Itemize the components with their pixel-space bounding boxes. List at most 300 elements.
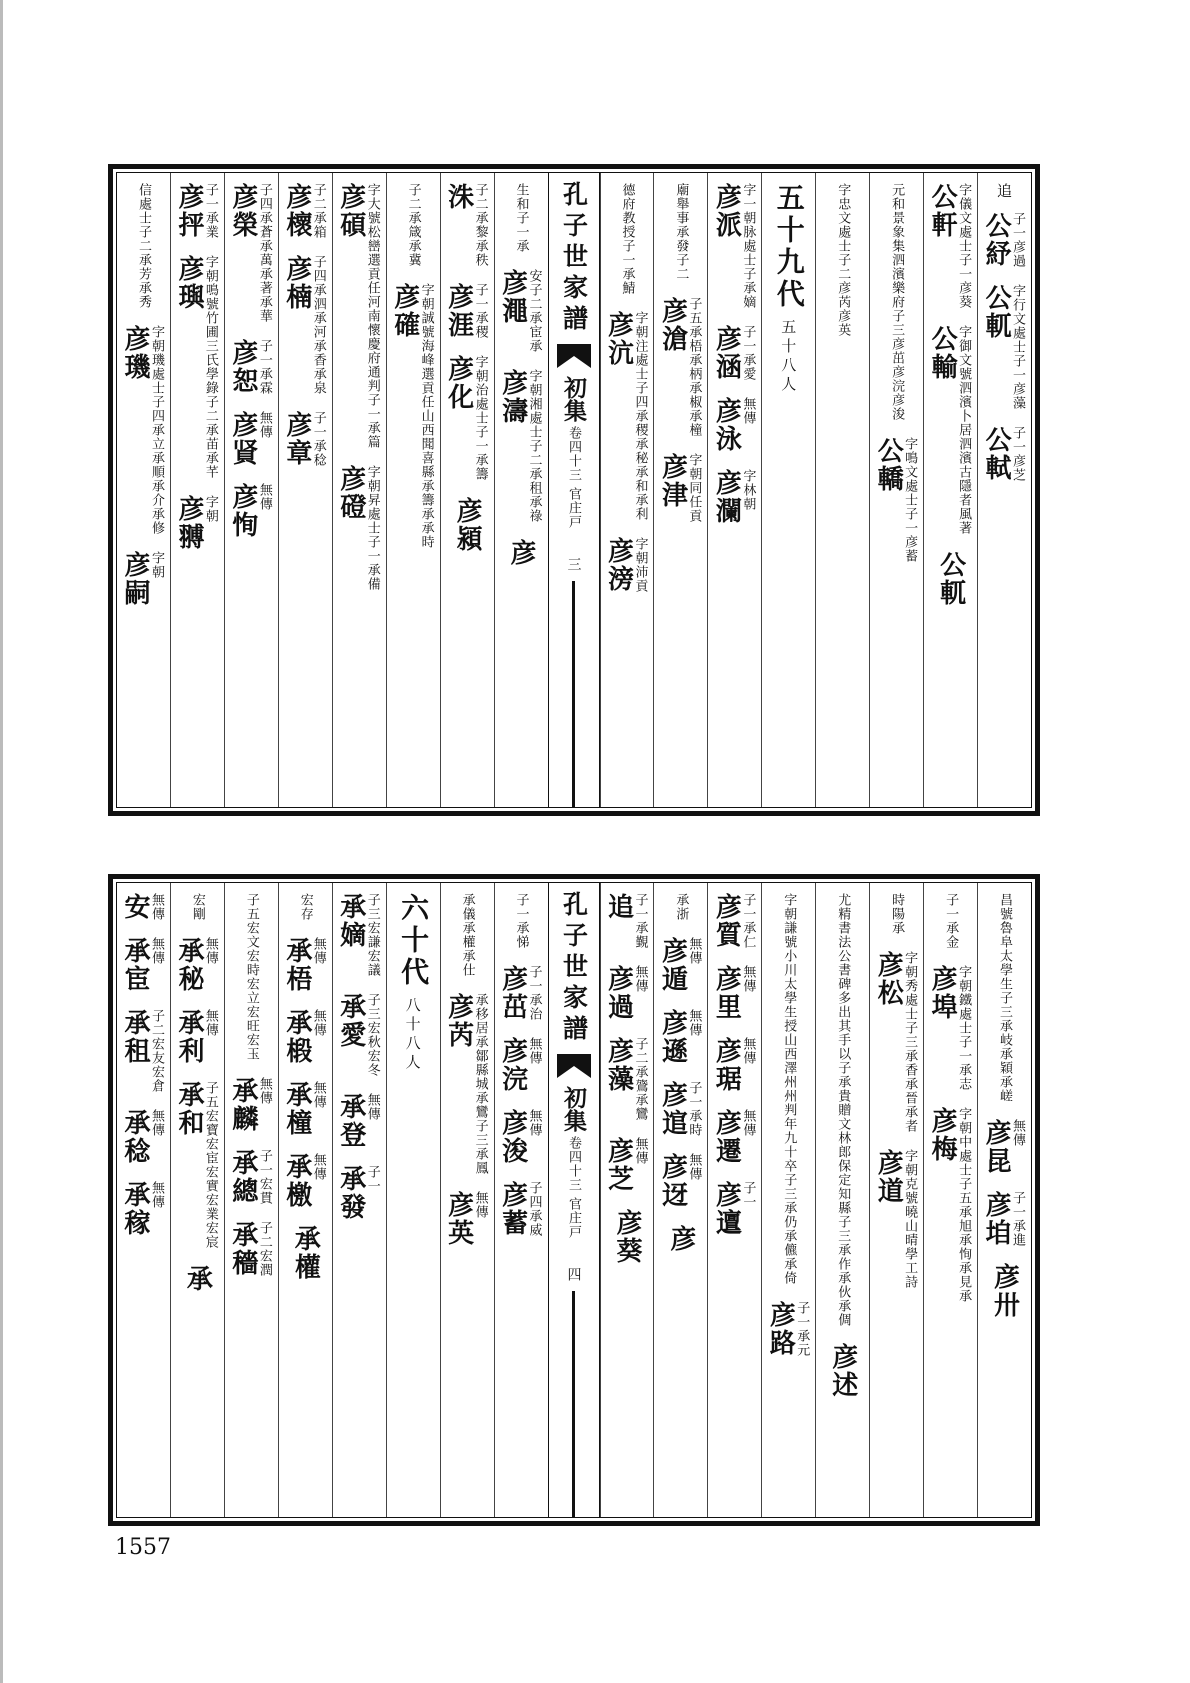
genealogy-entry (281, 937, 327, 993)
person-name: 彦邅 (711, 1181, 742, 1237)
genealogy-entry (122, 1109, 165, 1165)
generation-count: 五十八人 (779, 319, 798, 395)
genealogy-entry (659, 1009, 702, 1065)
person-note: 無傳 (632, 965, 648, 993)
person-name: 彦澠 (497, 269, 528, 325)
person-note: 宏剛 (189, 893, 205, 921)
genealogy-entry (281, 411, 327, 467)
fishtail-ornament-icon (555, 342, 593, 370)
genealogy-entry (603, 965, 649, 1021)
person-name: 承梧 (281, 937, 312, 993)
person-name: 洙 (443, 183, 474, 211)
person-note: 字一朝脉處士子承嫡 (740, 183, 756, 309)
genealogy-entry (603, 311, 649, 521)
person-note: 子一承元 (794, 1301, 810, 1357)
person-note: 子一承金 (943, 893, 959, 949)
register-column (224, 173, 278, 807)
genealogy-entry (173, 1081, 219, 1249)
person-note: 子二宏友宏倉 (148, 1009, 164, 1093)
genealogy-entry (443, 183, 489, 267)
person-name: 彦碩 (335, 183, 366, 239)
person-note: 字朝湘處士子二承租承祿 (526, 369, 542, 523)
genealogy-entry (297, 893, 314, 921)
person-name: 承 (182, 1265, 213, 1293)
person-name: 彦埠 (927, 965, 958, 1021)
person-note: 子一彦芝 (1010, 426, 1025, 482)
person-name: 彦里 (711, 965, 742, 1021)
person-note: 字朝鐵處士子一承志 (956, 965, 972, 1091)
person-note: 子一承覲 (632, 893, 648, 949)
person-name: 彦䝨 (227, 411, 258, 467)
register-column (600, 883, 654, 1517)
person-name: 承檄 (281, 1153, 312, 1209)
person-name: 彦櫰 (281, 183, 312, 239)
register-column (815, 883, 869, 1517)
spine-rule (572, 581, 575, 807)
register-column (117, 173, 170, 807)
genealogy-entry (659, 453, 702, 523)
person-note: 子二承黎承秩 (472, 183, 488, 267)
person-name: 彦遁 (657, 937, 688, 993)
genealogy-entry (497, 269, 543, 353)
person-name: 彦 (506, 539, 537, 567)
register-column (494, 883, 548, 1517)
person-note: 字忠文處士子二彦芮彦英 (835, 183, 851, 337)
genealogy-entry (929, 1107, 972, 1303)
genealogy-entry (227, 1077, 273, 1133)
person-name: 彦䎔 (173, 495, 204, 551)
genealogy-entry (713, 183, 756, 309)
register-column (653, 883, 707, 1517)
genealogy-entry (281, 1153, 327, 1209)
genealogy-entry (659, 937, 702, 993)
genealogy-entry (122, 937, 165, 993)
person-name: 彦卅 (989, 1263, 1020, 1319)
genealogy-entry (713, 1181, 756, 1237)
person-name: 承利 (173, 1009, 204, 1065)
person-name: 公軏 (981, 284, 1012, 340)
person-name: 彦藻 (603, 1037, 634, 1093)
genealogy-entry (713, 397, 756, 453)
genealogy-entry (672, 183, 689, 281)
person-note: 無傳 (202, 1009, 218, 1037)
person-note: 字大號松巒選貢任河南懷慶府通判子一承篇 (364, 183, 380, 449)
register-column (332, 173, 386, 807)
genealogy-entry (452, 497, 483, 553)
person-note: 子一承悌 (513, 893, 529, 949)
person-note: 字御文號泗濱卜居泗濱古隱者風著 (956, 325, 972, 535)
genealogy-entry (182, 1265, 213, 1293)
book-spine (548, 883, 600, 1517)
person-note: 無傳 (256, 483, 272, 511)
genealogy-entry (611, 1209, 642, 1265)
genealogy-entry (281, 1009, 327, 1065)
register-column (869, 173, 923, 807)
person-note: 字朝治處士子一承籌 (472, 355, 488, 481)
person-note: 子一承業 (202, 183, 218, 239)
genealogy-entry (122, 325, 165, 535)
register-column (278, 883, 332, 1517)
register-column (224, 883, 278, 1517)
person-name: 承發 (335, 1165, 366, 1221)
person-name: 彦梅 (927, 1107, 958, 1163)
person-note: 字行文處士子一彦藻 (1010, 284, 1025, 410)
genealogy-entry (389, 283, 435, 549)
register-column (278, 173, 332, 807)
genealogy-entry (983, 284, 1026, 410)
person-name: 公軾 (981, 426, 1012, 482)
person-name: 彦遷 (711, 1109, 742, 1165)
person-note: 承儀承權承仕 (459, 893, 475, 977)
person-note: 無傳 (310, 1009, 326, 1037)
genealogy-entry (173, 937, 219, 993)
person-name: 彦抨 (173, 183, 204, 239)
genealogy-entry (875, 1149, 918, 1289)
spine-page: 三 (565, 557, 582, 572)
person-name: 追 (603, 893, 634, 921)
person-note: 子二承鷟承鸞 (632, 1037, 648, 1121)
bottom-register-panel (108, 874, 1040, 1526)
person-note: 無傳 (310, 1153, 326, 1181)
person-note: 字朝璣處士子四承立承順承介承修 (148, 325, 164, 535)
person-note: 字鳴文處士子一彦蓄 (902, 437, 918, 563)
genealogy-entry (989, 1263, 1020, 1319)
person-note: 無傳 (740, 1109, 756, 1137)
genealogy-entry (459, 893, 476, 977)
person-name: 承椴 (281, 1009, 312, 1065)
register-column (440, 173, 494, 807)
genealogy-entry (603, 1137, 649, 1193)
person-name: 承秘 (173, 937, 204, 993)
person-note: 無傳 (526, 1109, 542, 1137)
person-note: 無傳 (148, 1109, 164, 1137)
person-note: 元和景象集泗濱樂府子三彦茁彦浣彦浚 (889, 183, 905, 421)
person-note: 字朝克號曉山晴學工詩 (902, 1149, 918, 1289)
genealogy-entry (996, 893, 1013, 1103)
genealogy-entry (281, 183, 327, 239)
person-name: 彦過 (603, 965, 634, 1021)
person-name: 承總 (227, 1149, 258, 1205)
genealogy-entry (983, 212, 1026, 268)
genealogy-entry (875, 437, 918, 563)
person-note: 無傳 (686, 1009, 702, 1037)
person-name: 彦芮 (443, 993, 474, 1049)
genealogy-entry (935, 551, 966, 607)
person-name: 彦 (665, 1225, 696, 1253)
genealogy-entry (659, 1153, 702, 1209)
genealogy-entry (335, 1093, 381, 1149)
person-note: 子二宏潤 (256, 1221, 272, 1277)
person-note: 子一承稷 (472, 283, 488, 339)
spine-volume: 卷四十三 官庄戸 (566, 1136, 581, 1240)
person-note: 子四承威 (526, 1181, 542, 1237)
genealogy-entry (335, 993, 381, 1077)
person-note: 字朝中處士子五承旭承恂承見承 (956, 1107, 972, 1303)
genealogy-entry (983, 1119, 1026, 1175)
person-name: 彦瀾 (711, 469, 742, 525)
person-name: 承稼 (120, 1181, 150, 1237)
person-name: 彦逭 (657, 1081, 688, 1137)
genealogy-entry (659, 1081, 702, 1137)
genealogy-entry (929, 965, 972, 1091)
genealogy-entry (780, 893, 797, 1285)
genealogy-entry (189, 893, 206, 921)
person-name: 彦涵 (711, 325, 742, 381)
person-note: 字朝沛貢 (632, 537, 648, 593)
person-note: 子二承箴承冀 (405, 183, 421, 267)
person-name: 彦璣 (120, 325, 150, 381)
person-note: 無傳 (148, 937, 164, 965)
register-column (923, 173, 977, 807)
genealogy-entry (672, 893, 689, 921)
person-note: 無傳 (740, 965, 756, 993)
person-name: 承登 (335, 1093, 366, 1149)
person-name: 承權 (290, 1225, 321, 1281)
genealogy-entry (227, 483, 273, 539)
genealogy-entry (834, 893, 851, 1327)
top-register-panel (108, 164, 1040, 816)
person-name: 彦遜 (657, 1009, 688, 1065)
person-name: 承稔 (120, 1109, 150, 1165)
person-note: 信處士子二承芳承秀 (135, 183, 151, 309)
person-note: 無傳 (202, 937, 218, 965)
genealogy-entry (827, 1343, 858, 1399)
register-column (494, 173, 548, 807)
register-column (707, 173, 761, 807)
person-note: 昌號魯阜太學生子三承岐承穎承嵯 (997, 893, 1012, 1103)
register-column (600, 173, 654, 807)
person-note: 無傳 (310, 937, 326, 965)
genealogy-entry (405, 183, 422, 267)
person-name: 彦泳 (711, 397, 742, 453)
genealogy-entry (443, 283, 489, 339)
person-name: 彦路 (765, 1301, 796, 1357)
register-column (761, 173, 815, 807)
genealogy-entry (713, 1109, 756, 1165)
generation-count: 八十八人 (403, 997, 422, 1073)
genealogy-entry (942, 893, 959, 949)
genealogy-entry (227, 1221, 273, 1277)
person-name: 彦潁 (452, 497, 483, 553)
person-note: 子一彦過 (1010, 212, 1025, 268)
person-note: 宏存 (297, 893, 313, 921)
register-column (170, 883, 224, 1517)
genealogy-entry (335, 893, 381, 977)
person-note: 子四承泗承河承香承泉 (310, 255, 326, 395)
genealogy-entry (619, 183, 636, 295)
genealogy-entry (713, 469, 756, 525)
genealogy-entry (603, 537, 649, 593)
person-name: 彦嗣 (120, 551, 150, 607)
genealogy-entry (173, 255, 219, 479)
genealogy-entry (243, 893, 260, 1061)
genealogy-entry (603, 1037, 649, 1121)
person-name: 承麟 (227, 1077, 258, 1133)
person-name: 彦章 (281, 411, 312, 467)
genealogy-entry (497, 1037, 543, 1093)
genealogy-entry (875, 951, 918, 1133)
person-name: 彦浚 (497, 1109, 528, 1165)
register-column (170, 173, 224, 807)
genealogy-entry (834, 183, 851, 337)
person-note: 無傳 (740, 1037, 756, 1065)
register-column (707, 883, 761, 1517)
register-column (653, 173, 707, 807)
genealogy-entry (713, 1037, 756, 1093)
person-name: 彦迓 (657, 1153, 688, 1209)
register-column (386, 173, 440, 807)
person-name: 彦沆 (603, 311, 634, 367)
genealogy-entry (281, 1081, 327, 1137)
person-note: 字朝鳴號竹圃三氏學錄子二承苖承芊 (202, 255, 218, 479)
person-name: 彦楠 (281, 255, 312, 311)
genealogy-entry (888, 183, 905, 421)
genealogy-entry (443, 355, 489, 481)
spine-title: 孔子世家譜 (559, 181, 589, 336)
person-name: 彦昆 (981, 1119, 1012, 1175)
genealogy-entry (929, 325, 972, 535)
genealogy-entry (983, 1191, 1026, 1247)
spine-volume: 卷四十三 官庄戸 (566, 426, 581, 530)
person-note: 子二承箱 (310, 183, 326, 239)
person-name: 彦述 (827, 1343, 858, 1399)
person-note: 字朝 (148, 551, 164, 579)
register-column (977, 883, 1031, 1517)
page-number: 1557 (115, 1535, 171, 1560)
register-column (440, 883, 494, 1517)
person-name: 公軏 (935, 551, 966, 607)
person-note: 無傳 (256, 411, 272, 439)
person-note: 無傳 (472, 1191, 488, 1219)
person-name: 彦涯 (443, 283, 474, 339)
person-name: 承橦 (281, 1081, 312, 1137)
genealogy-entry (713, 893, 756, 949)
person-note: 字朝昇處士子一承備 (364, 465, 380, 591)
book-spine (548, 173, 600, 807)
page-edge (0, 0, 3, 1683)
person-name: 公軒 (927, 183, 958, 239)
genealogy-entry (659, 297, 702, 437)
person-note: 字朝注處士子四承稷承秘承和承利 (632, 311, 648, 521)
person-note: 字林朝 (740, 469, 756, 511)
genealogy-entry (173, 183, 219, 239)
genealogy-entry (290, 1225, 321, 1281)
person-name: 彦濤 (497, 369, 528, 425)
person-note: 無傳 (148, 1181, 164, 1209)
register-column (117, 883, 170, 1517)
person-note: 無傳 (686, 937, 702, 965)
person-note: 無傳 (364, 1093, 380, 1121)
person-note: 安子二承宦承 (526, 269, 542, 353)
person-name: 彦質 (711, 893, 742, 949)
person-name: 彦葵 (611, 1209, 642, 1265)
person-note: 子一宏貫 (256, 1149, 272, 1205)
genealogy-entry (122, 893, 165, 921)
genealogy-entry (281, 255, 327, 395)
person-name: 彦蓄 (497, 1181, 528, 1237)
genealogy-entry (227, 411, 273, 467)
spine-title: 孔子世家譜 (559, 891, 589, 1046)
genealogy-entry (122, 1181, 165, 1237)
person-note: 無傳 (256, 1077, 272, 1105)
genealogy-entry (767, 1301, 810, 1357)
genealogy-entry (665, 1225, 696, 1253)
person-name: 彦化 (443, 355, 474, 411)
person-note: 子一承進 (1010, 1191, 1025, 1247)
register-column (386, 883, 440, 1517)
generation-heading: 五十九代 (772, 183, 806, 311)
person-note: 子一承仁 (740, 893, 756, 949)
spine-page: 四 (565, 1267, 582, 1282)
fishtail-ornament-icon (555, 1052, 593, 1080)
genealogy-entry (713, 965, 756, 1021)
genealogy-entry (173, 495, 219, 551)
register-column (923, 883, 977, 1517)
person-note: 尤精書法公書碑多出其手以子承貴贈文林郎保定知縣子三承作承伙承倜 (835, 893, 851, 1327)
spine-series: 初集 (560, 376, 587, 422)
person-name: 彦滄 (657, 297, 688, 353)
person-note: 無傳 (310, 1081, 326, 1109)
genealogy-entry (122, 1009, 165, 1093)
genealogy-entry (497, 1109, 543, 1165)
person-name: 承愛 (335, 993, 366, 1049)
person-note: 子五宏文宏時宏立宏旺宏玉 (243, 893, 259, 1061)
genealogy-entry (335, 465, 381, 591)
person-note: 無傳 (526, 1037, 542, 1065)
person-name: 彦榮 (227, 183, 258, 239)
person-name: 彦芝 (603, 1137, 634, 1193)
spine-rule (572, 1291, 575, 1517)
genealogy-entry (335, 1165, 381, 1221)
top-register-columns (116, 172, 1032, 808)
person-name: 彦垍 (981, 1191, 1012, 1247)
person-note: 子一 (364, 1165, 380, 1193)
bottom-register-columns (116, 882, 1032, 1518)
spine-series: 初集 (560, 1086, 587, 1132)
person-note: 子一承治 (526, 965, 542, 1021)
person-note: 德府教授子一承鯖 (619, 183, 635, 295)
genealogy-entry (497, 965, 543, 1021)
genealogy-entry (929, 183, 972, 309)
person-name: 彦琚 (711, 1037, 742, 1093)
person-note: 子五承梧承柄承椒承橦 (686, 297, 702, 437)
person-name: 彦確 (389, 283, 420, 339)
person-note: 無傳 (148, 893, 164, 921)
person-name: 承租 (120, 1009, 150, 1065)
person-note: 子三宏秋宏冬 (364, 993, 380, 1077)
person-name: 公紓 (981, 212, 1012, 268)
person-name: 彦磴 (335, 465, 366, 521)
person-note: 承移居承鄒縣城承鸞子三承鳳 (472, 993, 488, 1175)
genealogy-entry (335, 183, 381, 449)
person-name: 彦松 (873, 951, 904, 1007)
genealogy-entry (888, 893, 905, 935)
genealogy-entry (227, 183, 273, 323)
person-note: 子一承霖 (256, 339, 272, 395)
person-note: 無傳 (740, 397, 756, 425)
person-name: 彦滂 (603, 537, 634, 593)
person-name: 彦恂 (227, 483, 258, 539)
person-name: 彦道 (873, 1149, 904, 1205)
person-note: 子三宏謙宏議 (364, 893, 380, 977)
person-note: 子四承蒼承萬承著承華 (256, 183, 272, 323)
person-name: 彦恕 (227, 339, 258, 395)
register-column (977, 173, 1031, 807)
person-note: 子五宏寶宏宦宏實宏業宏宸 (202, 1081, 218, 1249)
person-name: 彦津 (657, 453, 688, 509)
person-name: 彦浣 (497, 1037, 528, 1093)
person-note: 字朝謙號小川太學生授山西澤州州判年九十卒子三承仍承儦承倚 (781, 893, 797, 1285)
